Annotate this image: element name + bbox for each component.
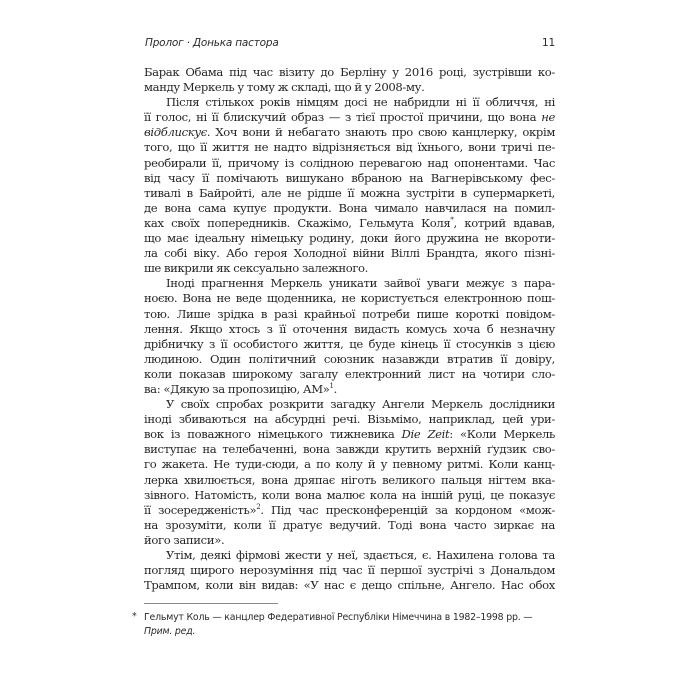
text-line [144,382,555,397]
text-run: Барак Обама під час візиту до Берліну у 2016 році, зустрівши ко- [144,65,555,79]
text-line [144,322,555,337]
text-line [144,291,555,306]
running-head [145,37,555,53]
text-run: ше викрили як сексуально залежного. [144,261,369,276]
text-line [144,533,555,548]
text-run: : «Коли Меркель [449,427,555,442]
text-line [144,156,555,171]
footnote-line [132,625,552,639]
text-line [144,488,555,503]
text-run: ва: «Дякую за пропозицію, АМ» [144,381,330,396]
footnote-mark: * [132,611,137,622]
text-run: її зосередженість» [144,502,257,517]
text-run: . Хоч вони й небагато знають про свою канцлерку, окрім [206,125,555,140]
text-run: , котрий вдавав, [453,215,555,230]
text-line [144,367,555,382]
footnote [132,611,552,639]
chapter-title: Пролог · Донька пастора [145,37,279,49]
text-run: від часу її помічають вишукано вбраною на Вагнерівському фес- [144,170,555,185]
text-run: що має ідеальну німецьку родину, доки його дружина не вкороти- [144,231,555,246]
text-run: виступає на телебаченні, вона завжди крутить верхній ґудзик сво- [144,442,555,457]
text-line [144,125,555,140]
italic-text: відблискує [144,125,207,140]
text-run: У своїх спробах розкрити загадку Ангели Меркель дослідники [166,397,555,412]
text-run: зівного. Натомість, коли вона малює кола на іншій руці, це показує [144,487,555,502]
text-run: тою. Лише зрідка в разі крайньої потреби пише короткі повідом- [144,306,555,321]
text-run: ла собі віку. Або героя Холодної війни Віллі Брандта, якого пізні- [144,246,555,261]
text-line [144,518,555,533]
text-line [144,171,555,186]
body-text [144,65,555,593]
text-run: на зрозуміти, коли її дратує ведучий. Тоді вона часто зиркає на [144,517,555,532]
text-line [144,473,555,488]
text-run: . Під час пресконференцій за кордоном «мож- [260,502,556,517]
editor-note: Прим. ред. [144,626,196,637]
text-run: дрібничку з її особистого життя, це буде кінець її стосунків з цією [144,336,555,351]
text-line [144,503,555,518]
text-run: іноді збиваються на абсурдні речі. Візьмімо, наприклад, цей ури- [144,412,555,427]
text-line [144,231,555,246]
text-line [144,442,555,457]
text-run: ках своїх попередників. Скажімо, Гельмута Коля [144,215,451,230]
text-run: лення. Якщо хтось з її оточення видасть комусь хоча б незначну [144,321,555,336]
text-line [144,201,555,216]
text-line [144,140,555,155]
text-run: реобирали її, причому із солідною перевагою над опонентами. Час [144,155,555,170]
text-line [144,563,555,578]
text-run: . [333,381,337,396]
text-run: його записи». [144,532,225,547]
text-run: Утім, деякі фірмові жести у неї, здається, є. Нахилена голова та [166,548,555,562]
italic-text: Die Zeit [401,427,450,442]
text-line [144,261,555,276]
text-run: ноєю. Вона не веде щоденника, не користується електронною пош- [144,291,555,306]
text-run: лерка хвилюється, вона дряпає ніготь великого пальця нігтем вка- [144,472,555,487]
text-line [144,548,555,563]
text-run: Трампом, коли він видав: «У нас є дещо спільне, Ангело. Нас обох [144,578,555,593]
text-line [144,216,555,231]
italic-text: не [541,110,555,125]
page-number: 11 [542,37,555,49]
text-line [144,65,555,80]
text-run: Іноді прагнення Меркель уникати зайвої уваги межує з пара- [166,276,555,291]
text-run: го жакета. Не туди-сюди, а по колу й у певному ритмі. Коли канц- [144,457,555,472]
text-line [144,307,555,322]
text-line [144,427,555,442]
text-run: манду Меркель у тому ж складі, що й у 2008-му. [144,80,425,95]
text-line [144,578,555,593]
text-run: вок із поважного німецького тижневика [144,427,402,442]
footnote-ref: 1 [329,381,334,390]
text-line [144,110,555,125]
text-line [144,95,555,110]
text-line [144,457,555,472]
text-run: тивалі в Байройті, але не рідше її можна зустріти в супермаркеті, [144,185,555,200]
text-line [144,186,555,201]
text-line [144,337,555,352]
text-run: Після стількох років німцям досі не набридли ні її обличчя, ні [166,95,555,110]
footnote-divider [144,603,278,604]
footnote-ref: * [450,215,454,224]
text-line [144,352,555,367]
footnote-ref: 2 [256,502,261,511]
text-line [144,80,555,95]
text-line [144,412,555,427]
text-run: її голос, ні її блискучий образ — з тієї простої причини, що вона [144,110,542,125]
text-run: людиною. Один політичний союзник назавжди втратив її довіру, [144,351,555,366]
text-line [144,276,555,291]
text-run: де вона сама купує продукти. Вона чимало навчилася на помил- [144,200,555,215]
text-run: коли показав широкому загалу електронний лист на чотири сло- [144,366,555,381]
text-line [144,246,555,261]
text-run: погляд щирого нерозуміння під час її першої зустрічі з Дональдом [144,563,555,578]
text-line [144,397,555,412]
footnote-line: Гельмут Коль — канцлер Федеративної Республіки Німеччина в 1982–1998 рр. — [144,612,533,623]
text-run: того, що її життя не надто відрізняється від їхнього, вони тричі пе- [144,140,555,155]
